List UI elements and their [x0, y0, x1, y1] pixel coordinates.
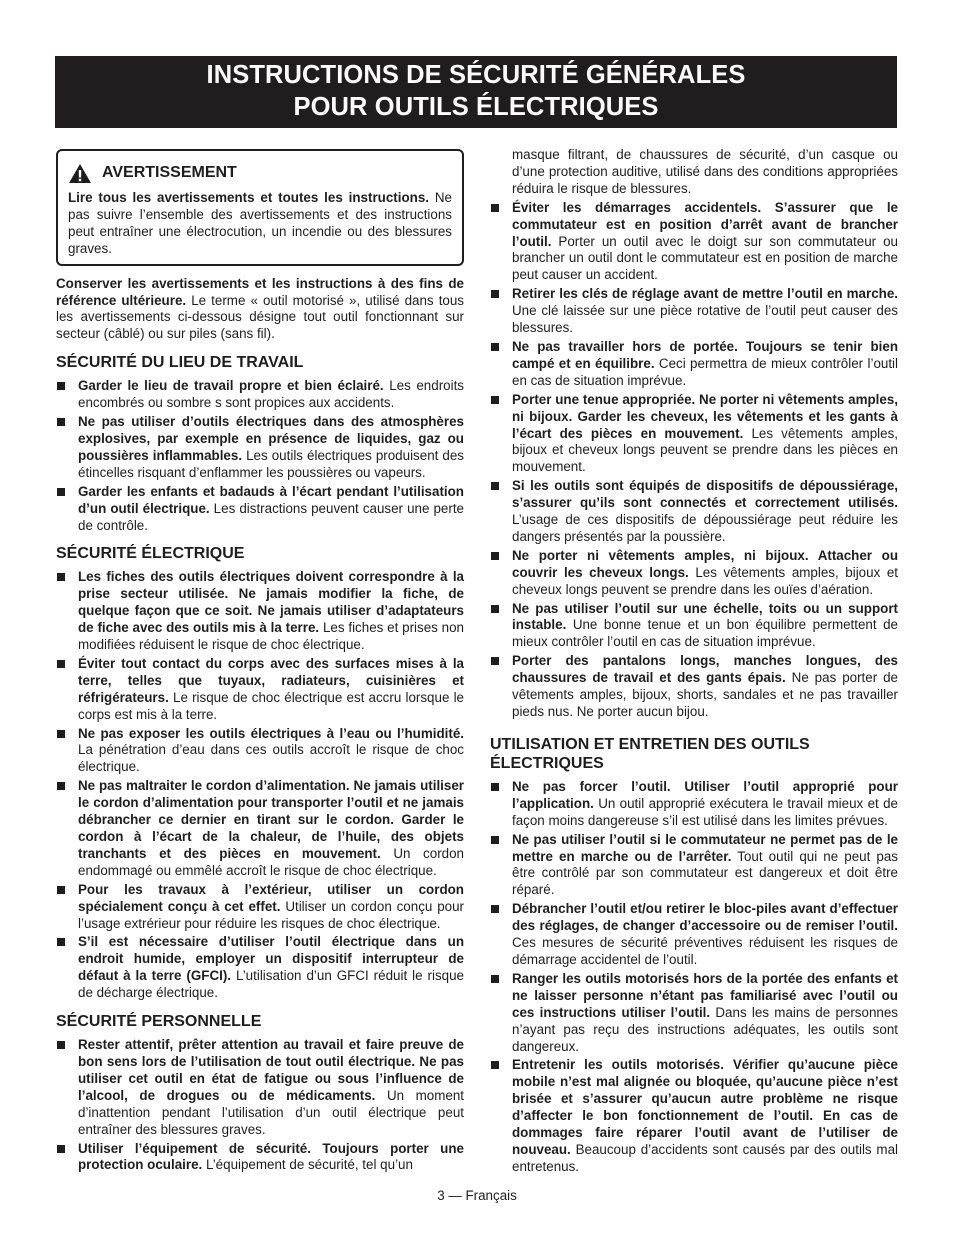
warning-text: Lire tous les avertissements et toutes les instructions. Ne pas suivre l’ensemble des avertissements et des instructions peut entraîner une électrocution, un incendie ou des blessures graves.	[68, 190, 452, 256]
banner-title-line2: POUR OUTILS ÉLECTRIQUES	[293, 93, 659, 121]
list-item: Ne pas maltraiter le cordon d’alimentation. Ne jamais utiliser le cordon d’alimentation pour transporter l’outil et ne jamais débrancher ce dernier en tirant sur le cordon. Garder le cordon à l’écart de la chaleur, de l’huile, des objets tranchants et des pièces en mouvement. Un cordon endommagé ou emmêlé accroît le risque de choc électrique.	[56, 778, 464, 879]
page-banner	[55, 56, 897, 128]
left-column	[56, 149, 464, 1176]
list-item: Ne pas exposer les outils électriques à l’eau ou l’humidité. La pénétration d’eau dans ces outils accroît le risque de choc électrique.	[56, 726, 464, 777]
list-item: Ne pas travailler hors de portée. Toujours se tenir bien campé et en équilibre. Ceci permettra de mieux contrôler l’outil en cas de situation imprévue.	[490, 339, 898, 390]
warning-title: AVERTISSEMENT	[102, 164, 237, 182]
list-item: Porter des pantalons longs, manches longues, des chaussures de travail et des gants épais. Ne pas porter de vêtements amples, bijoux, shorts, sandales et ne pas travailler pieds nus. Ne porter aucun bijou.	[490, 653, 898, 721]
list-item: Retirer les clés de réglage avant de mettre l’outil en marche. Une clé laissée sur une pièce rotative de l’outil peut causer des blessures.	[490, 286, 898, 337]
list-item: Garder le lieu de travail propre et bien éclairé. Les endroits encombrés ou sombre s sont propices aux accidents.	[56, 378, 464, 412]
list-item: Ne pas forcer l’outil. Utiliser l’outil approprié pour l’application. Un outil approprié exécutera le travail mieux et de façon moins dangereuse s’il est utilisé dans les limites prévues.	[490, 779, 898, 830]
list-item: Utiliser l’équipement de sécurité. Toujours porter une protection oculaire. L’équipement de sécurité, tel qu’un	[56, 1141, 464, 1175]
list-item: Ranger les outils motorisés hors de la portée des enfants et ne laisser personne n’étant pas familiarisé avec l’outil ou ces instructions utiliser l’outil. Dans les mains de personnes n’ayant pas reçu des instructions adéquates, les outils sont dangereux.	[490, 971, 898, 1056]
list-item: Ne pas utiliser d’outils électriques dans des atmosphères explosives, par exemple en présence de liquides, gaz ou poussières inflammables. Les outils électriques produisent des étincelles risquant d’enflammer les poussières ou vapeurs.	[56, 414, 464, 482]
list-item: Ne pas utiliser l’outil si le commutateur ne permet pas de le mettre en marche ou de l’arrêter. Tout outil qui ne peut pas être contrôlé par son commutateur est dangereux et doit être réparé.	[490, 832, 898, 900]
section-title-work-area: SÉCURITÉ DU LIEU DE TRAVAIL	[56, 354, 304, 372]
list-item: Garder les enfants et badauds à l’écart pendant l’utilisation d’un outil électrique. Les distractions peuvent causer une perte de contrôle.	[56, 484, 464, 535]
list-item: Les fiches des outils électriques doivent correspondre à la prise secteur utilisée. Ne jamais modifier la fiche, de quelque façon que ce soit. Ne jamais utiliser d’adaptateurs de fiche avec des outils mis à la terre. Les fiches et prises non modifiées réduisent le risque de choc électrique.	[56, 569, 464, 654]
list-item: Porter une tenue appropriée. Ne porter ni vêtements amples, ni bijoux. Garder les cheveux, les vêtements et les gants à l’écart des pièces en mouvement. Les vêtements amples, bijoux et cheveux longs peuvent se prendre dans les pièces en mouvement.	[490, 392, 898, 477]
list-item: Si les outils sont équipés de dispositifs de dépoussiérage, s’assurer qu’ils sont connectés et correctement utilisés. L’usage de ces dispositifs de dépoussiérage peut réduire les dangers présentés par la poussière.	[490, 478, 898, 546]
warning-box	[56, 149, 464, 266]
list-item: Ne pas utiliser l’outil sur une échelle, toits ou un support instable. Une bonne tenue et un bon équilibre permettent de mieux contrôler l’outil en cas de situation imprévue.	[490, 601, 898, 652]
list-item: Éviter tout contact du corps avec des surfaces mises à la terre, telles que tuyaux, radiateurs, cuisinières et réfrigérateurs. Le risque de choc électrique est accru lorsque le corps est mis à la terre.	[56, 656, 464, 724]
section-title-use-care: UTILISATION ET ENTRETIEN DES OUTILS ÉLECTRIQUES	[490, 735, 810, 772]
list-item-continuation: masque filtrant, de chaussures de sécurité, d’un casque ou d’une protection auditive, utilisé dans des conditions appropriées réduira le risque de blessures.	[512, 147, 898, 196]
section-title-personal: SÉCURITÉ PERSONNELLE	[56, 1013, 262, 1031]
intro-paragraph: Conserver les avertissements et les instructions à des fins de référence ultérieure. Le terme « outil motorisé », utilisé dans tous les avertissements ci-dessous désigne tout outil fonctionnant sur secteur (câblé) ou sur piles (sans fil).	[56, 275, 465, 342]
page-footer: 3 — Français	[437, 1188, 517, 1203]
list-item: Ne porter ni vêtements amples, ni bijoux. Attacher ou couvrir les cheveux longs. Les vêtements amples, bijoux et cheveux longs peuvent se prendre dans les ouïes d’aération.	[490, 548, 898, 599]
warning-triangle-icon	[68, 163, 92, 184]
list-item: Débrancher l’outil et/ou retirer le bloc-piles avant d’effectuer des réglages, de changer d’accessoire ou de remiser l’outil. Ces mesures de sécurité préventives réduisent les risques de démarrage accidentel de l’outil.	[490, 901, 898, 969]
list-item: Entretenir les outils motorisés. Vérifier qu’aucune pièce mobile n’est mal alignée ou bloquée, qu’aucune pièce n’est brisée et s’assurer qu’aucun autre problème ne risque d’affecter le bon fonctionnement de l’outil. En cas de dommages faire réparer l’outil avant de l’utiliser de nouveau. Beaucoup d’accidents sont causés par des outils mal entretenus.	[490, 1057, 898, 1175]
list-item: S’il est nécessaire d’utiliser l’outil électrique dans un endroit humide, employer un dispositif interrupteur de défaut à la terre (GFCI). L’utilisation d’un GFCI réduit le risque de décharge électrique.	[56, 934, 464, 1002]
list-item: Éviter les démarrages accidentels. S’assurer que le commutateur est en position d’arrêt avant de brancher l’outil. Porter un outil avec le doigt sur son commutateur ou brancher un outil dont le commutateur est en position de marche peut causer un accident.	[490, 200, 898, 285]
list-item: Rester attentif, prêter attention au travail et faire preuve de bon sens lors de l’utilisation de tout outil électrique. Ne pas utiliser cet outil en état de fatigue ou sous l’influence de l’alcool, de drogues ou de médicaments. Un moment d’inattention pendant l’utilisation d’un outil électrique peut entraîner des blessures graves.	[56, 1037, 464, 1138]
list-item: Pour les travaux à l’extérieur, utiliser un cordon spécialement conçu à cet effet. Utiliser un cordon conçu pour l’usage extrérieur pour réduire les risques de choc électrique.	[56, 882, 464, 933]
right-column	[490, 147, 898, 1178]
section-title-electrical: SÉCURITÉ ÉLECTRIQUE	[56, 545, 245, 563]
banner-title-line1: INSTRUCTIONS DE SÉCURITÉ GÉNÉRALES	[206, 61, 746, 89]
warning-header	[68, 163, 452, 184]
